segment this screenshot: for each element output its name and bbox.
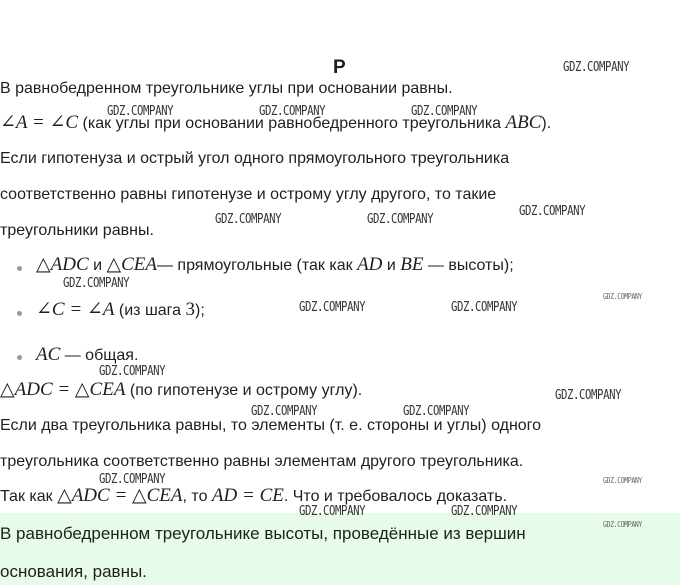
text-fragment: ).	[541, 115, 552, 132]
text-line-9	[0, 486, 507, 507]
text-fragment: (как углы при основании равнобедренного треугольника	[78, 115, 506, 132]
text-fragment: (из шага	[114, 302, 186, 319]
watermark: GDZ.COMPANY	[603, 520, 642, 529]
watermark: GDZ.COMPANY	[451, 300, 518, 315]
watermark: GDZ.COMPANY	[259, 104, 326, 119]
math-fragment: AC	[36, 344, 61, 365]
math-fragment: BE	[400, 254, 424, 275]
text-fragment: и	[382, 257, 401, 274]
watermark: GDZ.COMPANY	[519, 204, 586, 219]
watermark: GDZ.COMPANY	[299, 504, 366, 519]
watermark: GDZ.COMPANY	[215, 212, 282, 227]
text-line-8: треугольника соответственно равны элементам другого треугольника.	[0, 453, 524, 470]
watermark: GDZ.COMPANY	[411, 104, 478, 119]
text-line-6	[0, 380, 362, 401]
bullet-marker	[17, 266, 22, 271]
text-fragment: );	[195, 302, 205, 319]
math-angle-equality: ∠A = ∠C	[0, 112, 79, 133]
text-fragment: . Что и требовалось доказать.	[283, 488, 508, 505]
watermark: GDZ.COMPANY	[403, 404, 470, 419]
watermark: GDZ.COMPANY	[555, 388, 622, 403]
text-fragment: Так как	[0, 488, 58, 505]
math-fragment: △CEA	[106, 254, 157, 275]
list-item-2	[36, 300, 205, 321]
math-fragment: △ADC = △CEA	[0, 379, 126, 400]
watermark: GDZ.COMPANY	[603, 476, 642, 485]
math-fragment: ∠C = ∠A	[36, 299, 115, 320]
watermark: GDZ.COMPANY	[107, 104, 174, 119]
watermark: GDZ.COMPANY	[299, 300, 366, 315]
text-line-7: Если два треугольника равны, то элементы (т. е. стороны и углы) одного	[0, 417, 542, 434]
text-fragment: и	[88, 257, 107, 274]
text-fragment: — высоты);	[423, 257, 514, 274]
math-fragment: △ADC = △CEA	[57, 485, 183, 506]
list-item-3	[36, 345, 138, 366]
text-line-11: основания, равны.	[0, 562, 147, 581]
math-fragment: 3	[185, 299, 196, 320]
watermark: GDZ.COMPANY	[451, 504, 518, 519]
text-fragment: (по гипотенузе и острому углу).	[125, 382, 363, 399]
text-line-5: треугольники равны.	[0, 222, 154, 239]
watermark: GDZ.COMPANY	[603, 292, 642, 301]
text-line-1: В равнобедренном треугольнике углы при основании равны.	[0, 80, 453, 97]
bullet-marker	[17, 311, 22, 316]
list-item-1	[36, 255, 514, 276]
watermark: GDZ.COMPANY	[99, 472, 166, 487]
math-fragment: △ADC	[36, 254, 89, 275]
text-fragment: , то	[182, 488, 212, 505]
bullet-marker	[17, 355, 22, 360]
watermark: GDZ.COMPANY	[63, 276, 130, 291]
section-heading-partial: Р	[333, 57, 346, 78]
watermark: GDZ.COMPANY	[367, 212, 434, 227]
watermark: GDZ.COMPANY	[563, 60, 630, 75]
math-triangle-abc: ABC	[505, 112, 542, 133]
math-fragment: AD	[357, 254, 383, 275]
text-fragment: — общая.	[60, 347, 139, 364]
text-line-4: соответственно равны гипотенузе и острому углу другого, то такие	[0, 186, 497, 203]
text-line-10: В равнобедренном треугольнике высоты, проведённые из вершин	[0, 524, 526, 543]
math-fragment: AD = CE	[211, 485, 284, 506]
watermark: GDZ.COMPANY	[251, 404, 318, 419]
text-line-3: Если гипотенуза и острый угол одного прямоугольного треугольника	[0, 150, 510, 167]
text-fragment: — прямоугольные (так как	[156, 257, 358, 274]
watermark: GDZ.COMPANY	[99, 364, 166, 379]
